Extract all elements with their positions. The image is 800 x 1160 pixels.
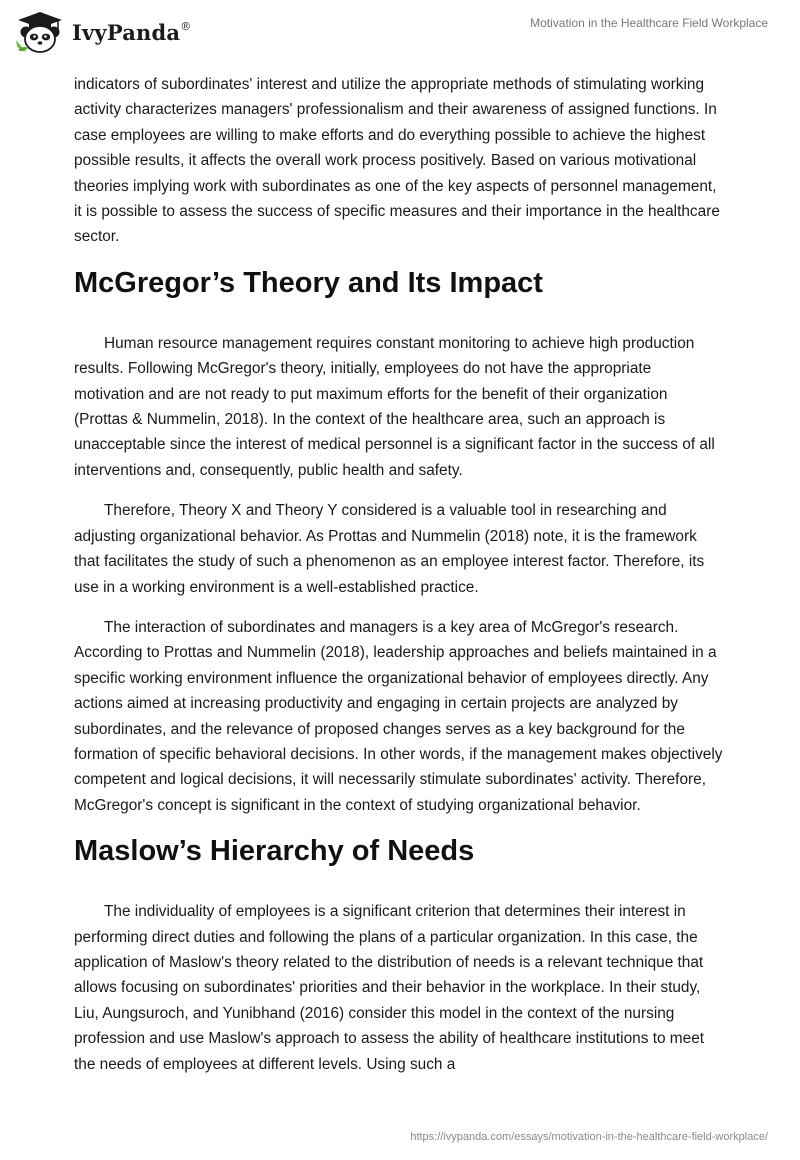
section-heading-maslow: Maslow’s Hierarchy of Needs [74, 835, 475, 868]
essay-body [74, 72, 724, 1092]
ivypanda-logo[interactable] [14, 10, 191, 54]
intro-paragraph: indicators of subordinates' interest and utilize the appropriate methods of stimulating working activity characterizes managers' professionalism and their awareness of assigned functions. In case employees are willing to make efforts and do everything possible to achieve the highest possible results, it affects the overall work process positively. Based on various motivational theories implying work with subordinates as one of the key aspects of personnel management, it is possible to assess the success of specific measures and their importance in the healthcare sector. [74, 76, 720, 246]
paragraph: Therefore, Theory X and Theory Y considered is a valuable tool in researching and adjusting organizational behavior. As Prottas and Nummelin (2018) note, it is the framework that facilitates the study of such a phenomenon as an employee interest factor. Therefore, its use in a working environment is a well-established practice. [74, 502, 705, 596]
footer-source-url[interactable]: https://ivypanda.com/essays/motivation-in-the-healthcare-field-workplace/ [410, 1131, 768, 1143]
document-title: Motivation in the Healthcare Field Workplace [530, 16, 768, 30]
paragraph: Human resource management requires constant monitoring to achieve high production results. Following McGregor's theory, initially, employees do not have the appropriate motivation and are not ready to put maximum efforts for the benefit of their organization (Prottas & Nummelin, 2018). In the context of the healthcare area, such an approach is unacceptable since the interest of medical personnel is a significant factor in the success of all interventions and, consequently, public health and safety. [74, 334, 715, 479]
section-heading-mcgregor: McGregor’s Theory and Its Impact [74, 266, 543, 299]
page-header [0, 0, 800, 66]
logo-wordmark: IvyPanda® [72, 19, 192, 45]
paragraph: The interaction of subordinates and managers is a key area of McGregor's research. According to Prottas and Nummelin (2018), leadership approaches and beliefs maintained in a specific working environment influence the organizational behavior of employees directly. Any actions aimed at increasing productivity and engaging in certain projects are analyzed by subordinates, and the relevance of proposed changes serves as a key background for the formation of specific behavioral decisions. In other words, if the management makes objectively competent and logical decisions, it will necessarily stimulate subordinates' activity. Therefore, McGregor's concept is significant in the context of studying organizational behavior. [74, 618, 723, 814]
panda-graduate-icon [14, 10, 66, 54]
paragraph: The individuality of employees is a significant criterion that determines their interest in performing direct duties and following the plans of a particular organization. In this case, the application of Maslow's theory related to the distribution of needs is a relevant technique that allows focusing on subordinates' priorities and their behavior in the workplace. In their study, Liu, Aungsuroch, and Yunibhand (2016) consider this model in the context of the nursing profession and use Maslow's approach to assess the ability of healthcare institutions to meet the needs of employees at different levels. Using such a [74, 903, 705, 1073]
